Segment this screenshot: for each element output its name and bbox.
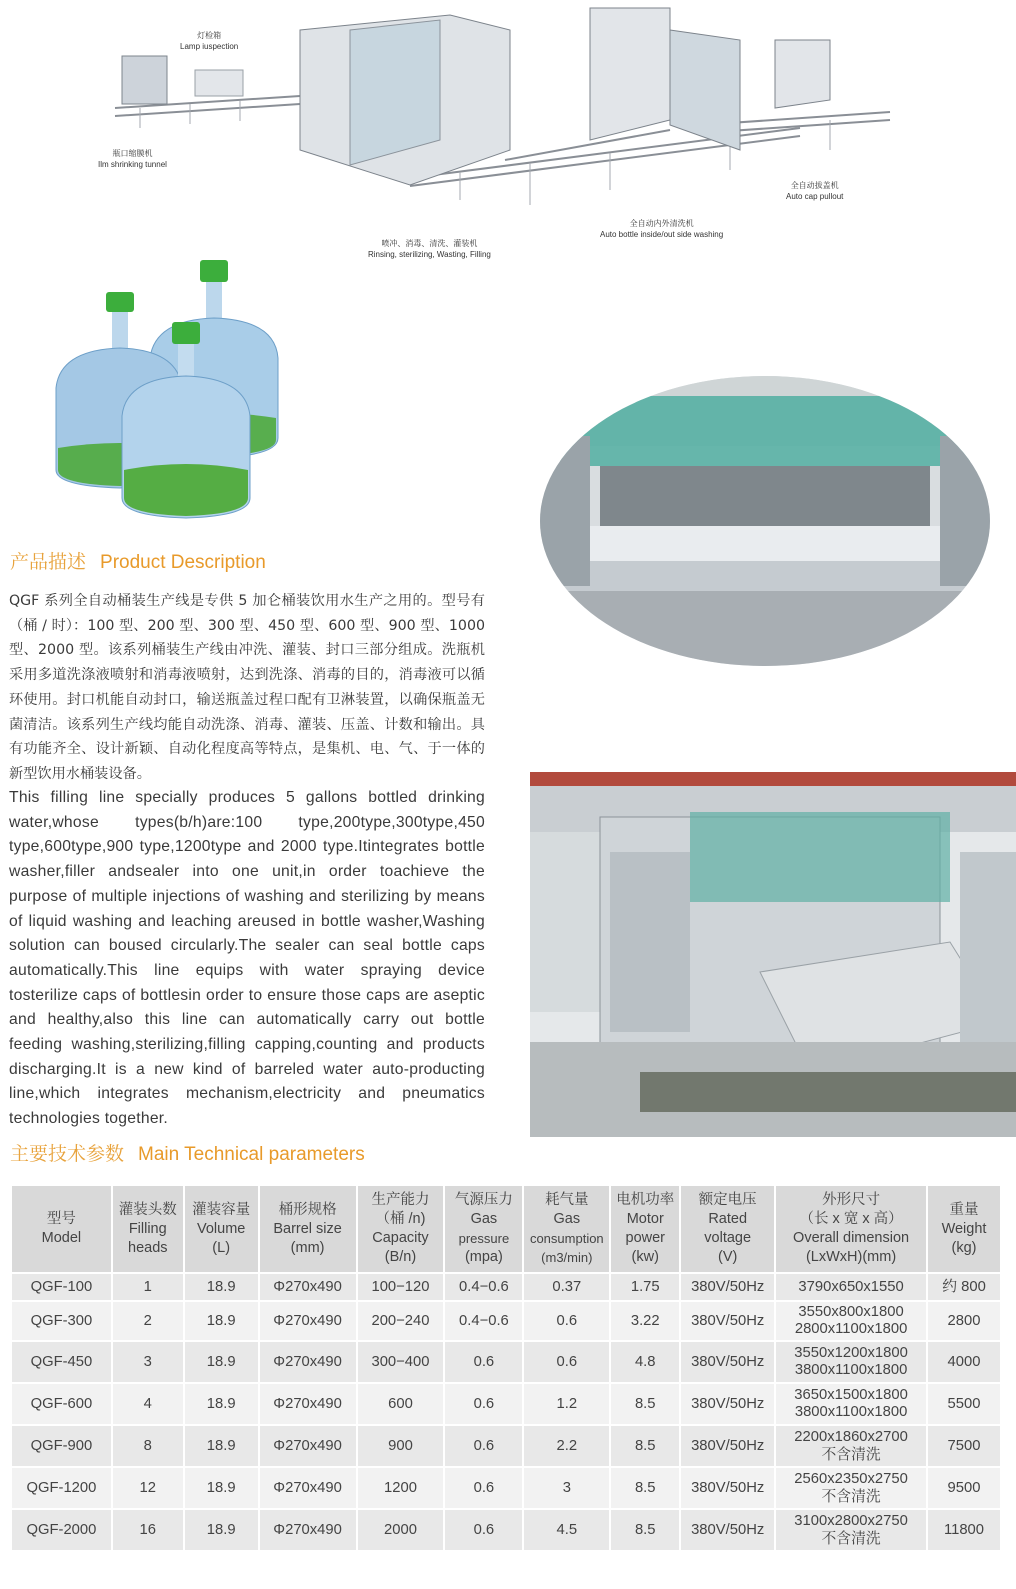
column-header-en: pressure bbox=[458, 1231, 510, 1246]
table-cell-line: 不含清洗 bbox=[821, 1446, 881, 1463]
table-cell: 2800 bbox=[928, 1302, 1000, 1340]
table-cell: 0.6 bbox=[445, 1468, 522, 1508]
column-header-en: (LxWxH)(mm) bbox=[805, 1249, 897, 1265]
column-header bbox=[260, 1186, 356, 1272]
table-cell bbox=[776, 1342, 926, 1382]
table-cell: 3 bbox=[524, 1468, 609, 1508]
heading-en: Main Technical parameters bbox=[138, 1144, 365, 1165]
diagram-label-shrink-tunnel: 瓶口缩膜机 Ilm shrinking tunnel bbox=[98, 149, 167, 169]
table-cell: 11800 bbox=[928, 1510, 1000, 1550]
table-cell bbox=[776, 1274, 926, 1300]
table-cell: 1 bbox=[113, 1274, 183, 1300]
table-cell: 18.9 bbox=[185, 1384, 258, 1424]
table-cell: 7500 bbox=[928, 1426, 1000, 1466]
product-description-heading bbox=[10, 550, 266, 575]
table-cell: 8.5 bbox=[611, 1468, 679, 1508]
column-header-en: (kw) bbox=[631, 1249, 659, 1265]
table-cell: Φ270x490 bbox=[260, 1510, 356, 1550]
table-cell: 380V/50Hz bbox=[681, 1342, 774, 1382]
column-header bbox=[524, 1186, 609, 1272]
table-cell-line: 3550x800x1800 bbox=[798, 1304, 904, 1320]
table-cell: 1.2 bbox=[524, 1384, 609, 1424]
table-cell: 18.9 bbox=[185, 1274, 258, 1300]
table-cell: 380V/50Hz bbox=[681, 1468, 774, 1508]
table-cell: 4000 bbox=[928, 1342, 1000, 1382]
technical-parameters-table bbox=[10, 1184, 1002, 1552]
table-cell: 8.5 bbox=[611, 1426, 679, 1466]
column-header-en: (mpa) bbox=[464, 1249, 503, 1265]
table-cell-line: 3800x1100x1800 bbox=[794, 1404, 908, 1420]
water-bottles-image bbox=[50, 258, 290, 528]
column-header bbox=[681, 1186, 774, 1272]
table-cell: 0.6 bbox=[445, 1510, 522, 1550]
table-cell: 2000 bbox=[358, 1510, 444, 1550]
column-header-en: power bbox=[625, 1230, 665, 1246]
table-cell: 18.9 bbox=[185, 1426, 258, 1466]
column-header bbox=[928, 1186, 1000, 1272]
column-header bbox=[445, 1186, 522, 1272]
table-cell: Φ270x490 bbox=[260, 1468, 356, 1508]
table-cell: 0.6 bbox=[445, 1384, 522, 1424]
production-line-diagram bbox=[98, 0, 910, 265]
table-cell-line: 不含清洗 bbox=[821, 1488, 881, 1505]
table-cell: QGF-2000 bbox=[12, 1510, 111, 1550]
table-cell: 380V/50Hz bbox=[681, 1426, 774, 1466]
table-cell-line: 3550x1200x1800 bbox=[794, 1345, 908, 1361]
column-header bbox=[611, 1186, 679, 1272]
table-row bbox=[12, 1468, 1000, 1508]
table-cell: Φ270x490 bbox=[260, 1274, 356, 1300]
table-cell: 380V/50Hz bbox=[681, 1510, 774, 1550]
table-cell bbox=[776, 1510, 926, 1550]
table-cell bbox=[776, 1384, 926, 1424]
table-cell: 18.9 bbox=[185, 1468, 258, 1508]
table-cell: 18.9 bbox=[185, 1510, 258, 1550]
table-cell-line: 2200x1860x2700 bbox=[794, 1429, 908, 1445]
table-cell: 380V/50Hz bbox=[681, 1302, 774, 1340]
column-header bbox=[776, 1186, 926, 1272]
filling-machine-photo bbox=[540, 376, 990, 666]
column-header-en: (mm) bbox=[290, 1239, 325, 1256]
column-header-en: (m3/min) bbox=[541, 1250, 593, 1265]
table-cell: 0.4−0.6 bbox=[445, 1274, 522, 1300]
table-cell: 200−240 bbox=[358, 1302, 444, 1340]
heading-zh: 主要技术参数 bbox=[10, 1143, 125, 1165]
table-cell: 8 bbox=[113, 1426, 183, 1466]
column-header-zh: 外形尺寸 bbox=[822, 1192, 881, 1208]
column-header bbox=[12, 1186, 111, 1272]
table-cell: Φ270x490 bbox=[260, 1302, 356, 1340]
table-cell: 0.6 bbox=[445, 1426, 522, 1466]
column-header-zh: 重量 bbox=[949, 1201, 979, 1218]
column-header-en: (kg) bbox=[951, 1239, 977, 1256]
column-header-en: Barrel size bbox=[273, 1220, 342, 1237]
table-cell: 0.4−0.6 bbox=[445, 1302, 522, 1340]
column-header-zh: 气源压力 bbox=[454, 1192, 513, 1208]
table-cell: 12 bbox=[113, 1468, 183, 1508]
table-cell: Φ270x490 bbox=[260, 1342, 356, 1382]
table-cell: 16 bbox=[113, 1510, 183, 1550]
table-cell: QGF-450 bbox=[12, 1342, 111, 1382]
table-row bbox=[12, 1274, 1000, 1300]
table-cell: 2 bbox=[113, 1302, 183, 1340]
table-cell: 2.2 bbox=[524, 1426, 609, 1466]
column-header-en: （桶 /n) bbox=[375, 1211, 426, 1227]
column-header-zh: 生产能力 bbox=[371, 1192, 430, 1208]
table-cell: QGF-100 bbox=[12, 1274, 111, 1300]
column-header-en: Capacity bbox=[372, 1230, 429, 1246]
table-cell: 约 800 bbox=[928, 1274, 1000, 1300]
diagram-label-washing: 全自动内外清洗机 Auto bottle inside/out side washing bbox=[600, 219, 724, 239]
table-cell: 4.5 bbox=[524, 1510, 609, 1550]
column-header-en: voltage bbox=[704, 1230, 752, 1246]
column-header-en: Gas bbox=[553, 1211, 581, 1227]
table-cell-line: 不含清洗 bbox=[821, 1530, 881, 1547]
table-cell: 3 bbox=[113, 1342, 183, 1382]
table-cell-line: 3650x1500x1800 bbox=[794, 1387, 908, 1403]
table-cell: 9500 bbox=[928, 1468, 1000, 1508]
column-header-en: Weight bbox=[941, 1220, 987, 1237]
table-cell: 900 bbox=[358, 1426, 444, 1466]
table-cell: 0.37 bbox=[524, 1274, 609, 1300]
column-header-zh: 桶形规格 bbox=[278, 1201, 337, 1218]
heading-zh: 产品描述 bbox=[10, 551, 87, 573]
table-row bbox=[12, 1342, 1000, 1382]
table-cell: 3.22 bbox=[611, 1302, 679, 1340]
table-cell: Φ270x490 bbox=[260, 1426, 356, 1466]
column-header-zh: 灌装容量 bbox=[192, 1201, 251, 1218]
diagram-label-cap-pullout: 全自动拔盖机 Auto cap pullout bbox=[786, 181, 844, 201]
column-header bbox=[185, 1186, 258, 1272]
column-header-zh: 额定电压 bbox=[698, 1192, 757, 1208]
table-cell: 8.5 bbox=[611, 1384, 679, 1424]
column-header bbox=[358, 1186, 444, 1272]
table-cell bbox=[776, 1302, 926, 1340]
column-header-en: Overall dimension bbox=[793, 1230, 910, 1246]
column-header-en: (V) bbox=[718, 1249, 738, 1265]
table-cell bbox=[776, 1468, 926, 1508]
table-cell: 300−400 bbox=[358, 1342, 444, 1382]
table-cell-line: 2800x1100x1800 bbox=[794, 1321, 908, 1337]
description-text-en: This filling line specially produces 5 gallons bottled drinking water,whose types(b/h)are:100 type,200type,300type,450 type,600type,900 type,1200type and 2000 type.Itintegrates bottle washer,filler andsealer into one unit,in order toachieve the purpose of multiple injections of washing and sterilizing by means of liquid washing and leaching areused in bottle washer,Washing solution can boused circularly.The sealer can seal bottle caps automatically.This line equips with water spraying device tosterilize caps of bottlesin order to ensure those caps are aseptic and healthy,also this line can automatically carry out bottle feeding washing,sterilizing,filling capping,counting and products discharging.It is a new kind of barreled water auto-producting line,which integrates mechanism,electricity and pneumatics technologies together. bbox=[9, 789, 485, 1128]
diagram-label-filling: 喷冲、消毒、清洗、灌装机 Rinsing, sterilizing, Wasting, Filling bbox=[368, 239, 491, 259]
table-row bbox=[12, 1302, 1000, 1340]
technical-parameters-heading bbox=[10, 1142, 365, 1167]
table-cell: 4.8 bbox=[611, 1342, 679, 1382]
table-cell: 0.6 bbox=[445, 1342, 522, 1382]
table-cell: 380V/50Hz bbox=[681, 1274, 774, 1300]
table-row bbox=[12, 1510, 1000, 1550]
column-header-zh: 型号 bbox=[46, 1211, 76, 1227]
column-header-en: (L) bbox=[212, 1239, 231, 1256]
column-header-en: Rated bbox=[708, 1211, 748, 1227]
table-cell: 4 bbox=[113, 1384, 183, 1424]
column-header-en: consumption bbox=[529, 1231, 604, 1246]
table-cell: 380V/50Hz bbox=[681, 1384, 774, 1424]
table-cell: 100−120 bbox=[358, 1274, 444, 1300]
column-header bbox=[113, 1186, 183, 1272]
table-cell: QGF-1200 bbox=[12, 1468, 111, 1508]
diagram-label-lamp-inspection: 灯检箱 Lamp iuspection bbox=[180, 31, 239, 51]
heading-en: Product Description bbox=[100, 552, 266, 573]
table-cell: 1.75 bbox=[611, 1274, 679, 1300]
column-header-en: Filling bbox=[128, 1220, 167, 1237]
table-cell: 8.5 bbox=[611, 1510, 679, 1550]
table-cell: QGF-600 bbox=[12, 1384, 111, 1424]
table-cell: QGF-900 bbox=[12, 1426, 111, 1466]
table-cell-line: 2560x2350x2750 bbox=[794, 1471, 908, 1487]
column-header-en: Motor bbox=[626, 1211, 664, 1227]
table-cell: 1200 bbox=[358, 1468, 444, 1508]
table-cell: QGF-300 bbox=[12, 1302, 111, 1340]
table-cell-line: 3790x650x1550 bbox=[798, 1278, 904, 1295]
table-cell: 5500 bbox=[928, 1384, 1000, 1424]
table-cell-line: 3800x1100x1800 bbox=[794, 1362, 908, 1378]
column-header-zh: 电机功率 bbox=[616, 1192, 675, 1208]
table-row bbox=[12, 1426, 1000, 1466]
table-cell: 18.9 bbox=[185, 1302, 258, 1340]
table-cell: 0.6 bbox=[524, 1302, 609, 1340]
table-body bbox=[12, 1274, 1000, 1550]
table-cell: 0.6 bbox=[524, 1342, 609, 1382]
column-header-en: heads bbox=[128, 1239, 168, 1256]
factory-floor-photo bbox=[530, 772, 1016, 1137]
column-header-en: Gas bbox=[470, 1211, 498, 1227]
column-header-en: Volume bbox=[196, 1220, 246, 1237]
table-cell bbox=[776, 1426, 926, 1466]
column-header-en: Model bbox=[41, 1230, 82, 1246]
table-header-row bbox=[12, 1186, 1000, 1272]
table-cell: 600 bbox=[358, 1384, 444, 1424]
column-header-en: （长 x 宽 x 高） bbox=[799, 1211, 903, 1227]
column-header-zh: 耗气量 bbox=[545, 1192, 589, 1208]
table-cell-line: 3100x2800x2750 bbox=[794, 1513, 908, 1529]
table-row bbox=[12, 1384, 1000, 1424]
table-cell: 18.9 bbox=[185, 1342, 258, 1382]
description-text-zh: QGF 系列全自动桶装生产线是专供 5 加仑桶装饮用水生产之用的。型号有（桶 / 时）：100 型、200 型、300 型、450 型、600 型、900 型、1000 型、2000 型。该系列桶装生产线由冲洗、灌装、封口三部分组成。洗瓶机采用多道洗涤液喷射和消毒液喷射，达到洗涤、消毒的目的，消毒液可以循环使用。封口机能自动封口，输送瓶盖过程口配有卫淋装置，以确保瓶盖无菌清洁。该系列生产线均能自动洗涤、消毒、灌装、压盖、计数和输出。具有功能齐全、设计新颖、自动化程度高等特点，是集机、电、气、于一体的新型饮用水桶装设备。 bbox=[9, 593, 485, 782]
table-cell: Φ270x490 bbox=[260, 1384, 356, 1424]
column-header-zh: 灌装头数 bbox=[118, 1201, 177, 1218]
column-header-en: (B/n) bbox=[384, 1249, 417, 1265]
